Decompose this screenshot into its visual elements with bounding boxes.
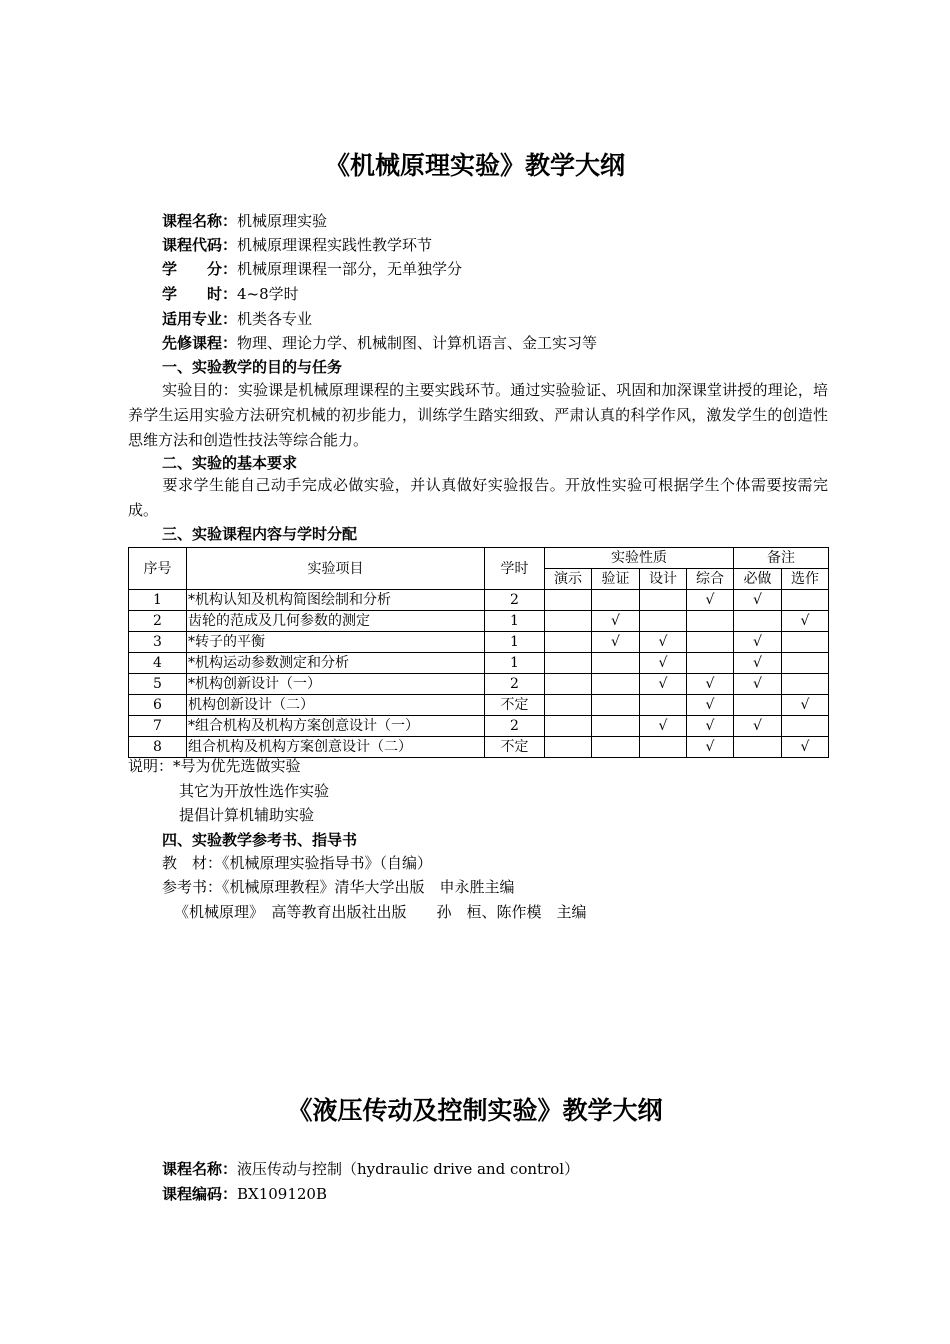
cell-demo xyxy=(545,695,592,716)
table-row xyxy=(129,632,829,653)
cell-required xyxy=(734,611,782,632)
section1-paragraph xyxy=(128,378,828,453)
section2-text: 要求学生能自己动手完成必做实验，并认真做好实验报告。开放性实验可根据学生个体需要按需完成。 xyxy=(128,476,828,519)
cell-design: √ xyxy=(640,674,687,695)
info-label: 适用专业： xyxy=(162,310,238,328)
info-value: 机械原理课程实践性教学环节 xyxy=(237,236,433,254)
table-row xyxy=(129,737,829,758)
cell-seq: 3 xyxy=(129,632,187,653)
cell-elective xyxy=(782,674,829,695)
cell-comprehensive: √ xyxy=(687,695,734,716)
cell-item: *转子的平衡 xyxy=(187,632,485,653)
info-credits xyxy=(162,259,462,279)
header-required: 必做 xyxy=(734,569,782,590)
cell-required: √ xyxy=(734,716,782,737)
info-value: 液压传动与控制（hydraulic drive and control） xyxy=(237,1160,580,1178)
cell-comprehensive xyxy=(687,653,734,674)
table-note-2: 其它为开放性选作实验 xyxy=(179,782,330,800)
cell-hours: 1 xyxy=(485,653,545,674)
section2-paragraph xyxy=(128,473,828,523)
info-label: 课程名称： xyxy=(162,212,238,230)
info-value: 物理、理论力学、机械制图、计算机语言、金工实习等 xyxy=(237,334,598,352)
table-note-3: 提倡计算机辅助实验 xyxy=(179,806,315,824)
cell-verify xyxy=(592,737,640,758)
cell-hours: 1 xyxy=(485,632,545,653)
cell-comprehensive: √ xyxy=(687,590,734,611)
info-prerequisites xyxy=(162,333,597,353)
header-item: 实验项目 xyxy=(187,548,485,590)
cell-seq: 8 xyxy=(129,737,187,758)
table-row xyxy=(129,695,829,716)
cell-demo xyxy=(545,590,592,611)
cell-design: √ xyxy=(640,632,687,653)
cell-comprehensive: √ xyxy=(687,716,734,737)
cell-seq: 5 xyxy=(129,674,187,695)
cell-seq: 7 xyxy=(129,716,187,737)
cell-demo xyxy=(545,737,592,758)
info-value: 4~8学时 xyxy=(237,285,299,303)
cell-hours: 2 xyxy=(485,716,545,737)
cell-hours: 不定 xyxy=(485,737,545,758)
cell-item: 齿轮的范成及几何参数的测定 xyxy=(187,611,485,632)
cell-required: √ xyxy=(734,590,782,611)
cell-item: 机构创新设计（二） xyxy=(187,695,485,716)
doc2-info-course-code xyxy=(162,1184,327,1204)
reference-book-2: 《机械原理》 高等教育出版社出版 孙 桓、陈作模 主编 xyxy=(174,903,587,921)
cell-verify: √ xyxy=(592,632,640,653)
header-nature: 实验性质 xyxy=(545,548,734,569)
cell-design xyxy=(640,611,687,632)
cell-comprehensive xyxy=(687,632,734,653)
info-hours xyxy=(162,284,299,304)
section1-heading: 一、实验教学的目的与任务 xyxy=(162,358,343,376)
info-label: 课程名称： xyxy=(162,1160,238,1178)
cell-demo xyxy=(545,674,592,695)
section3-heading: 三、实验课程内容与学时分配 xyxy=(162,525,358,543)
reference-textbook: 教 材：《机械原理实验指导书》（自编） xyxy=(162,854,433,872)
header-comprehensive: 综合 xyxy=(687,569,734,590)
cell-comprehensive xyxy=(687,611,734,632)
cell-seq: 6 xyxy=(129,695,187,716)
info-label: 课程编码： xyxy=(162,1185,238,1203)
cell-required: √ xyxy=(734,632,782,653)
cell-required: √ xyxy=(734,674,782,695)
header-seq: 序号 xyxy=(129,548,187,590)
info-course-name xyxy=(162,211,327,231)
table-row xyxy=(129,653,829,674)
cell-design xyxy=(640,695,687,716)
header-design: 设计 xyxy=(640,569,687,590)
table-row xyxy=(129,590,829,611)
info-value: 机械原理课程一部分，无单独学分 xyxy=(237,260,463,278)
section2-heading: 二、实验的基本要求 xyxy=(162,454,298,472)
reference-book-1: 参考书：《机械原理教程》清华大学出版 申永胜主编 xyxy=(162,878,515,896)
cell-elective xyxy=(782,716,829,737)
cell-item: *机构运动参数测定和分析 xyxy=(187,653,485,674)
experiment-table xyxy=(128,547,829,758)
cell-verify: √ xyxy=(592,611,640,632)
info-label: 学 分： xyxy=(162,260,238,278)
info-majors xyxy=(162,309,312,329)
cell-item: *组合机构及机构方案创意设计（一） xyxy=(187,716,485,737)
cell-item: *机构创新设计（一） xyxy=(187,674,485,695)
cell-design xyxy=(640,590,687,611)
cell-verify xyxy=(592,590,640,611)
cell-required xyxy=(734,737,782,758)
header-verify: 验证 xyxy=(592,569,640,590)
cell-seq: 4 xyxy=(129,653,187,674)
cell-demo xyxy=(545,716,592,737)
cell-elective xyxy=(782,632,829,653)
cell-seq: 2 xyxy=(129,611,187,632)
cell-comprehensive: √ xyxy=(687,674,734,695)
doc2-info-course-name xyxy=(162,1159,579,1179)
section1-text: 实验目的：实验课是机械原理课程的主要实践环节。通过实验验证、巩固和加深课堂讲授的理论，培养学生运用实验方法研究机械的初步能力，训练学生踏实细致、严肃认真的科学作风，激发学生的创造性思维方法和创造性技法等综合能力。 xyxy=(128,381,828,449)
cell-verify xyxy=(592,674,640,695)
header-elective: 选作 xyxy=(782,569,829,590)
info-label: 先修课程： xyxy=(162,334,238,352)
cell-elective: √ xyxy=(782,695,829,716)
cell-verify xyxy=(592,653,640,674)
info-value: 机类各专业 xyxy=(237,310,313,328)
header-remark: 备注 xyxy=(734,548,829,569)
cell-design xyxy=(640,737,687,758)
cell-hours: 不定 xyxy=(485,695,545,716)
cell-verify xyxy=(592,716,640,737)
cell-required xyxy=(734,695,782,716)
info-label: 课程代码： xyxy=(162,236,238,254)
table-row xyxy=(129,674,829,695)
cell-hours: 1 xyxy=(485,611,545,632)
cell-comprehensive: √ xyxy=(687,737,734,758)
doc1-title: 《机械原理实验》教学大纲 xyxy=(324,151,625,180)
section4-heading: 四、实验教学参考书、指导书 xyxy=(162,831,358,849)
cell-elective: √ xyxy=(782,737,829,758)
cell-elective xyxy=(782,653,829,674)
cell-hours: 2 xyxy=(485,590,545,611)
info-value: BX109120B xyxy=(237,1185,328,1203)
info-label: 学 时： xyxy=(162,285,238,303)
header-hours: 学时 xyxy=(485,548,545,590)
cell-elective xyxy=(782,590,829,611)
cell-required: √ xyxy=(734,653,782,674)
table-note-1: 说明：*号为优先选做实验 xyxy=(128,757,301,775)
cell-demo xyxy=(545,611,592,632)
cell-design: √ xyxy=(640,716,687,737)
info-course-code xyxy=(162,235,432,255)
cell-demo xyxy=(545,653,592,674)
cell-item: *机构认知及机构简图绘制和分析 xyxy=(187,590,485,611)
cell-verify xyxy=(592,695,640,716)
table-row xyxy=(129,716,829,737)
cell-elective: √ xyxy=(782,611,829,632)
cell-demo xyxy=(545,632,592,653)
cell-seq: 1 xyxy=(129,590,187,611)
header-demo: 演示 xyxy=(545,569,592,590)
cell-item: 组合机构及机构方案创意设计（二） xyxy=(187,737,485,758)
doc2-title: 《液压传动及控制实验》教学大纲 xyxy=(287,1096,663,1125)
cell-hours: 2 xyxy=(485,674,545,695)
cell-design: √ xyxy=(640,653,687,674)
table-row xyxy=(129,611,829,632)
info-value: 机械原理实验 xyxy=(237,212,328,230)
